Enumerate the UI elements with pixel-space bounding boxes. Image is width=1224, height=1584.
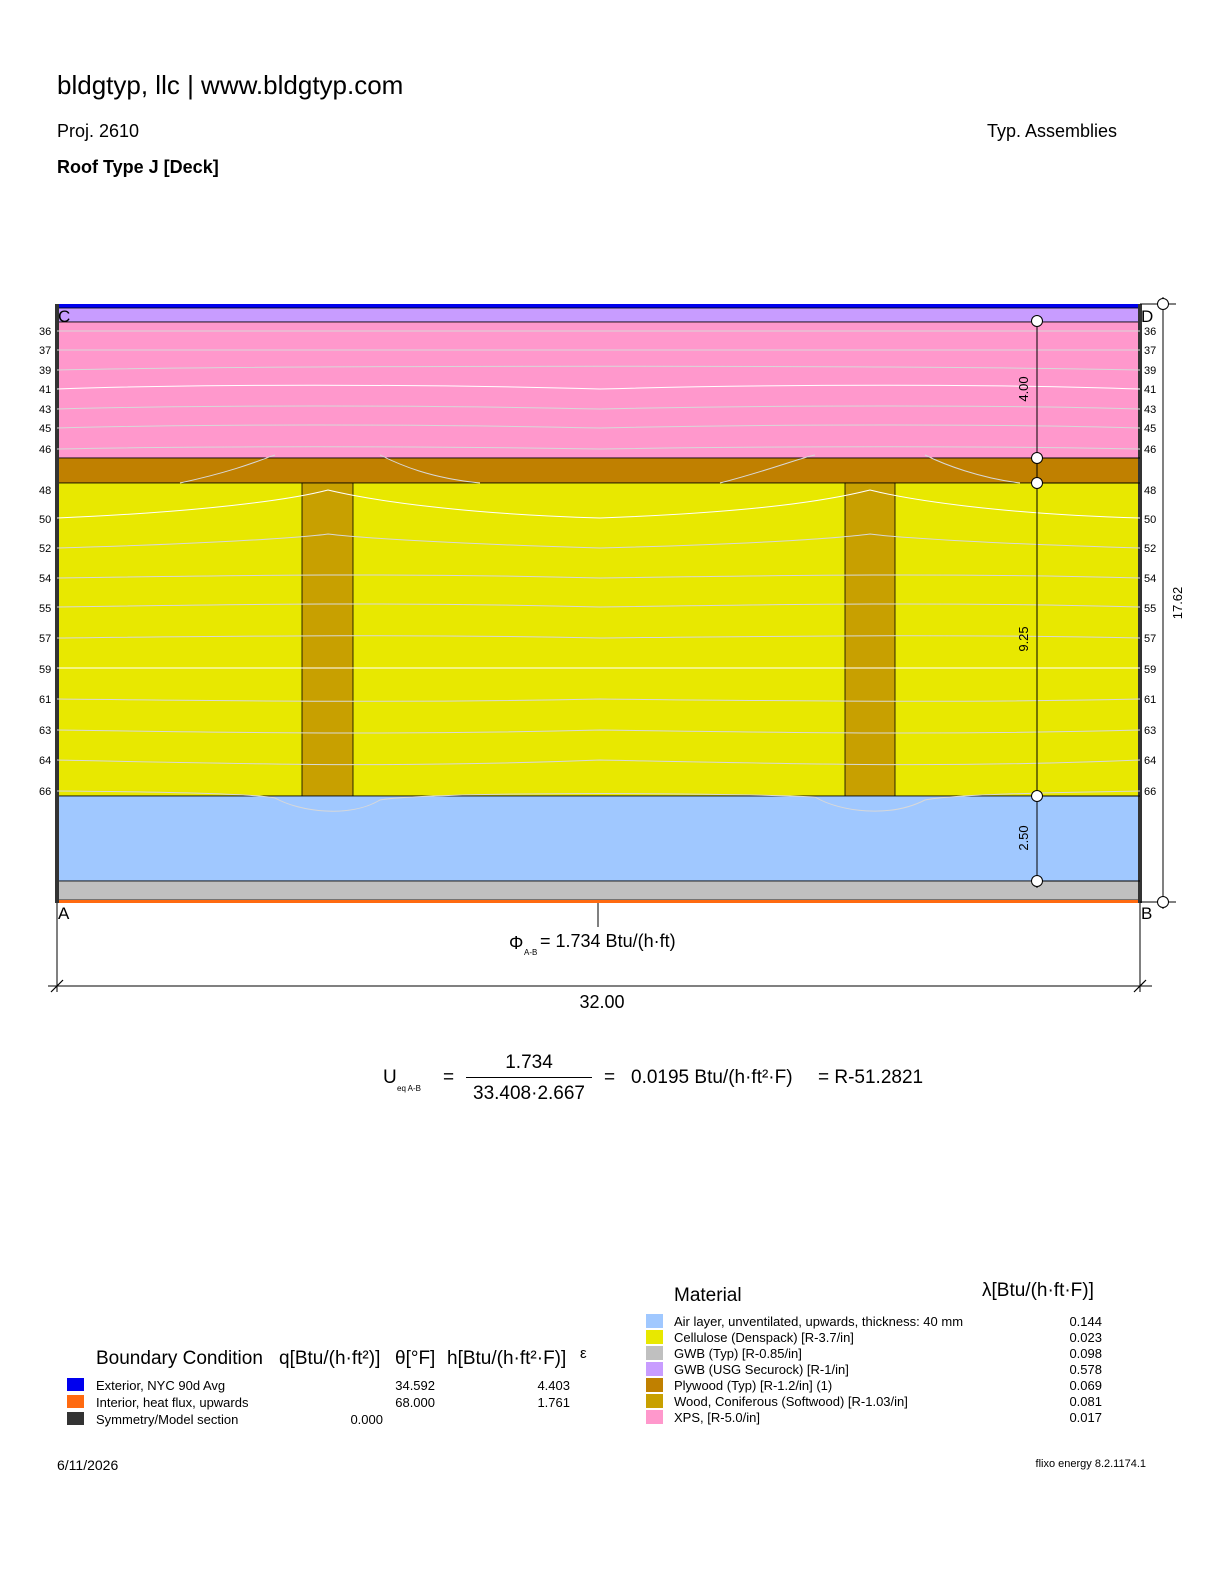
isotherm-label-right: 63: [1144, 725, 1157, 737]
exterior-boundary-strip: [57, 304, 1140, 308]
corner-label-a: A: [58, 904, 70, 923]
r-value: = R-51.2821: [818, 1067, 924, 1088]
boundary-swatch: [67, 1378, 84, 1391]
u-equals-2: =: [604, 1067, 616, 1088]
isotherm-label-right: 46: [1144, 444, 1157, 456]
material-row: [646, 1394, 1106, 1410]
isotherm-label-left: 48: [39, 485, 52, 497]
boundary-swatch: [67, 1412, 84, 1425]
corner-label-c: C: [58, 307, 71, 326]
flux-symbol: Φ: [509, 933, 524, 953]
isotherm-label-left: 50: [39, 514, 52, 526]
u-equation: [380, 1050, 1000, 1110]
u-equals: =: [443, 1067, 455, 1088]
boundary-name: Exterior, NYC 90d Avg: [96, 1378, 226, 1393]
material-row: [646, 1330, 1106, 1346]
layer-gwb-securock: [57, 308, 1140, 322]
boundary-h: 1.761: [537, 1395, 570, 1410]
dim-label-air: 2.50: [1016, 825, 1031, 851]
boundary-swatch: [67, 1395, 84, 1408]
boundary-theta: 34.592: [395, 1378, 435, 1393]
project-number: Proj. 2610: [57, 121, 140, 141]
isotherm-label-left: 55: [39, 603, 52, 615]
isotherm-label-right: 54: [1144, 573, 1157, 585]
wood-joist-left: [302, 483, 353, 796]
isotherm-label-left: 66: [39, 786, 52, 798]
isotherm-label-right: 64: [1144, 755, 1157, 767]
material-name: Cellulose (Denspack) [R-3.7/in]: [674, 1330, 854, 1345]
isotherm-label-left: 45: [39, 423, 52, 435]
material-swatch: [646, 1346, 663, 1360]
isotherm-label-right: 36: [1144, 326, 1157, 338]
boundary-col-q: q[Btu/(h·ft²)]: [279, 1348, 381, 1369]
total-height-label: 17.62: [1170, 586, 1185, 620]
isotherm-label-left: 52: [39, 543, 52, 555]
dim-node: [1032, 876, 1043, 887]
material-row: [646, 1410, 1106, 1426]
material-name: Wood, Coniferous (Softwood) [R-1.03/in]: [674, 1394, 908, 1409]
u-result: 0.0195 Btu/(h·ft²·F): [631, 1067, 793, 1088]
isotherm-label-right: 50: [1144, 514, 1157, 526]
corner-label-d: D: [1141, 307, 1154, 326]
isotherm-label-left: 61: [39, 694, 52, 706]
layer-plywood: [57, 458, 1140, 483]
isotherm-label-left: 36: [39, 326, 52, 338]
isotherm-label-right: 45: [1144, 423, 1157, 435]
isotherm-label-right: 55: [1144, 603, 1157, 615]
material-lambda: 0.144: [1069, 1314, 1102, 1329]
isotherm-label-left: 43: [39, 404, 52, 416]
company-name: bldgtyp, llc | www.bldgtyp.com: [57, 70, 404, 100]
dim-label-xps: 4.00: [1016, 376, 1031, 402]
isotherm-label-left: 54: [39, 573, 52, 585]
isotherm-label-right: 66: [1144, 786, 1157, 798]
flux-value: = 1.734 Btu/(h·ft): [540, 931, 676, 951]
isotherm-label-left: 46: [39, 444, 52, 456]
boundary-header: Boundary Condition: [96, 1348, 263, 1369]
material-lambda: 0.081: [1069, 1394, 1102, 1409]
dim-node: [1032, 316, 1043, 327]
isotherm-label-left: 63: [39, 725, 52, 737]
material-lambda: 0.017: [1069, 1410, 1102, 1425]
dim-node: [1032, 791, 1043, 802]
material-name: GWB (USG Securock) [R-1/in]: [674, 1362, 849, 1377]
material-name: Air layer, unventilated, upwards, thickness: 40 mm: [674, 1314, 964, 1329]
flux-subscript: A-B: [524, 948, 538, 957]
material-header: Material: [674, 1285, 742, 1306]
assembly-title: Roof Type J [Deck]: [57, 157, 219, 177]
isotherm-label-left: 41: [39, 384, 52, 396]
boundary-col-h: h[Btu/(h·ft²·F)]: [447, 1348, 567, 1369]
material-row: [646, 1362, 1106, 1378]
material-col-lambda: λ[Btu/(h·ft·F)]: [982, 1280, 1094, 1301]
isotherm-label-right: 52: [1144, 543, 1157, 555]
isotherm-label-left: 59: [39, 664, 52, 676]
material-row: [646, 1346, 1106, 1362]
material-lambda: 0.069: [1069, 1378, 1102, 1393]
boundary-h: 4.403: [537, 1378, 570, 1393]
material-row: [646, 1378, 1106, 1394]
isotherm-label-left: 37: [39, 345, 52, 357]
isotherm-label-right: 37: [1144, 345, 1157, 357]
fraction-bar: [466, 1077, 592, 1078]
dim-node: [1158, 897, 1169, 908]
isotherm-label-right: 43: [1144, 404, 1157, 416]
isotherm-label-right: 39: [1144, 365, 1157, 377]
boundary-name: Symmetry/Model section: [96, 1412, 239, 1427]
report-date: 6/11/2026: [57, 1457, 119, 1473]
boundary-col-epsilon: ε: [580, 1345, 587, 1362]
material-lambda: 0.098: [1069, 1346, 1102, 1361]
wood-joist-right: [845, 483, 895, 796]
dim-node: [1158, 299, 1169, 310]
software-version: flixo energy 8.2.1174.1: [1035, 1458, 1146, 1470]
boundary-theta: 68.000: [395, 1395, 435, 1410]
boundary-row: [67, 1378, 587, 1394]
dim-node: [1032, 453, 1043, 464]
isotherm-label-right: 41: [1144, 384, 1157, 396]
interior-boundary-strip: [57, 900, 1140, 903]
material-lambda: 0.578: [1069, 1362, 1102, 1377]
width-label: 32.00: [579, 992, 625, 1012]
material-name: Plywood (Typ) [R-1.2/in] (1): [674, 1378, 833, 1393]
boundary-row: [67, 1395, 587, 1411]
material-name: GWB (Typ) [R-0.85/in]: [674, 1346, 802, 1361]
boundary-q: 0.000: [350, 1412, 383, 1427]
section-name: Typ. Assemblies: [986, 121, 1117, 141]
material-row: [646, 1314, 1106, 1330]
dim-label-cavity: 9.25: [1016, 626, 1031, 652]
layer-air: [57, 796, 1140, 881]
dim-node: [1032, 478, 1043, 489]
isotherm-label-right: 57: [1144, 633, 1157, 645]
isotherm-label-left: 64: [39, 755, 52, 767]
material-name: XPS, [R-5.0/in]: [674, 1410, 760, 1425]
u-subscript: eq A-B: [397, 1084, 422, 1093]
material-swatch: [646, 1330, 663, 1344]
corner-label-b: B: [1141, 904, 1153, 923]
boundary-col-theta: θ[°F]: [395, 1348, 436, 1369]
isotherm-label-right: 48: [1144, 485, 1157, 497]
boundary-row: [67, 1412, 587, 1428]
material-swatch: [646, 1314, 663, 1328]
boundary-name: Interior, heat flux, upwards: [96, 1395, 249, 1410]
isotherm-label-right: 59: [1144, 664, 1157, 676]
layer-cellulose: [57, 483, 1140, 796]
material-lambda: 0.023: [1069, 1330, 1102, 1345]
u-symbol: U: [383, 1067, 397, 1088]
material-swatch: [646, 1410, 663, 1424]
layer-gwb-typ: [57, 881, 1140, 900]
u-numerator: 1.734: [505, 1052, 553, 1073]
u-denominator: 33.408·2.667: [473, 1083, 585, 1104]
material-swatch: [646, 1378, 663, 1392]
isotherm-label-left: 57: [39, 633, 52, 645]
material-swatch: [646, 1394, 663, 1408]
layer-xps: [57, 322, 1140, 458]
isotherm-label-left: 39: [39, 365, 52, 377]
isotherm-label-right: 61: [1144, 694, 1157, 706]
material-swatch: [646, 1362, 663, 1376]
